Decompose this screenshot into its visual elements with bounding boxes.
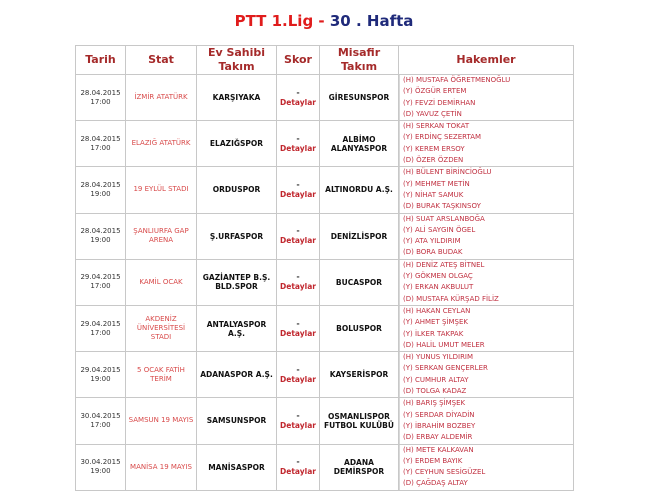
fixtures-table xyxy=(75,45,574,491)
match-date: 28.04.2015 xyxy=(80,180,121,189)
match-score: - xyxy=(296,226,300,236)
referee-assistant-1: (Y) SERDAR DİYADİN xyxy=(399,410,573,421)
match-score: - xyxy=(296,133,300,143)
table-row xyxy=(76,305,574,351)
referees-cell xyxy=(399,444,574,490)
referee-main: (H) BÜLENT BİRİNCİOĞLU xyxy=(399,167,573,178)
referee-assistant-1: (Y) ÖZGÜR ERTEM xyxy=(399,86,573,97)
referee-assistant-2: (Y) İLKER TAKPAK xyxy=(399,329,573,340)
header-away: Misafir Takım xyxy=(320,46,399,75)
referees-cell xyxy=(399,398,574,444)
referee-assistant-1: (Y) ERDEM BAYIK xyxy=(399,456,573,467)
match-score-cell xyxy=(277,352,320,398)
match-datetime xyxy=(76,259,126,305)
match-stadium[interactable]: ŞANLIURFA GAP ARENA xyxy=(126,213,197,259)
match-stadium[interactable]: İZMİR ATATÜRK xyxy=(126,75,197,121)
match-date: 28.04.2015 xyxy=(80,227,121,236)
match-time: 17:00 xyxy=(90,282,111,291)
match-score: - xyxy=(296,364,300,374)
details-link[interactable]: Detaylar xyxy=(280,189,316,199)
match-stadium[interactable]: AKDENİZ ÜNİVERSİTESİ STADI xyxy=(126,305,197,351)
match-score: - xyxy=(296,457,300,467)
page-title xyxy=(0,12,648,30)
match-score-cell xyxy=(277,167,320,213)
match-score-cell xyxy=(277,444,320,490)
table-row xyxy=(76,444,574,490)
referee-assistant-2: (Y) FEVZİ DEMİRHAN xyxy=(399,98,573,109)
referee-main: (H) METE KALKAVAN xyxy=(399,445,573,456)
match-score-cell xyxy=(277,75,320,121)
referees-cell xyxy=(399,352,574,398)
match-stadium[interactable]: KAMİL OCAK xyxy=(126,259,197,305)
match-time: 19:00 xyxy=(90,236,111,245)
match-stadium[interactable]: ELAZIĞ ATATÜRK xyxy=(126,121,197,167)
referee-fourth: (D) BORA BUDAK xyxy=(399,247,573,258)
referee-fourth: (D) YAVUZ ÇETİN xyxy=(399,109,573,120)
table-row xyxy=(76,352,574,398)
match-datetime xyxy=(76,398,126,444)
away-team: ADANA DEMİRSPOR xyxy=(320,444,399,490)
match-stadium[interactable]: 5 OCAK FATİH TERİM xyxy=(126,352,197,398)
header-referees: Hakemler xyxy=(399,46,574,75)
away-team: ALBİMO ALANYASPOR xyxy=(320,121,399,167)
referee-assistant-1: (Y) ERDİNÇ SEZERTAM xyxy=(399,132,573,143)
referee-fourth: (D) MUSTAFA KÜRŞAD FİLİZ xyxy=(399,294,573,305)
match-datetime xyxy=(76,352,126,398)
match-time: 19:00 xyxy=(90,189,111,198)
table-row xyxy=(76,213,574,259)
referee-assistant-1: (Y) GÖKMEN OLGAÇ xyxy=(399,271,573,282)
home-team: MANİSASPOR xyxy=(197,444,277,490)
home-team: ELAZIĞSPOR xyxy=(197,121,277,167)
match-stadium[interactable]: 19 EYLÜL STADI xyxy=(126,167,197,213)
referees-cell xyxy=(399,213,574,259)
league-title: PTT 1.Lig - xyxy=(234,12,325,30)
away-team: DENİZLİSPOR xyxy=(320,213,399,259)
referee-assistant-2: (Y) İBRAHİM BOZBEY xyxy=(399,421,573,432)
match-time: 17:00 xyxy=(90,97,111,106)
match-score: - xyxy=(296,410,300,420)
match-time: 17:00 xyxy=(90,143,111,152)
referee-fourth: (D) HALİL UMUT MELER xyxy=(399,340,573,351)
match-score-cell xyxy=(277,213,320,259)
referee-fourth: (D) ÖZER ÖZDEN xyxy=(399,155,573,166)
referees-cell xyxy=(399,75,574,121)
match-date: 29.04.2015 xyxy=(80,365,121,374)
referee-assistant-2: (Y) KEREM ERSOY xyxy=(399,144,573,155)
home-team: ORDUSPOR xyxy=(197,167,277,213)
referee-assistant-2: (Y) ATA YILDIRIM xyxy=(399,236,573,247)
referee-main: (H) HAKAN CEYLAN xyxy=(399,306,573,317)
details-link[interactable]: Detaylar xyxy=(280,374,316,384)
referee-assistant-2: (Y) CEYHUN SESİGÜZEL xyxy=(399,467,573,478)
referee-assistant-1: (Y) AHMET ŞİMŞEK xyxy=(399,317,573,328)
header-stadium: Stat xyxy=(126,46,197,75)
away-team: OSMANLISPOR FUTBOL KULÜBÜ xyxy=(320,398,399,444)
home-team: ADANASPOR A.Ş. xyxy=(197,352,277,398)
match-datetime xyxy=(76,444,126,490)
match-date: 28.04.2015 xyxy=(80,134,121,143)
match-score: - xyxy=(296,318,300,328)
details-link[interactable]: Detaylar xyxy=(280,328,316,338)
match-datetime xyxy=(76,305,126,351)
table-row xyxy=(76,398,574,444)
details-link[interactable]: Detaylar xyxy=(280,236,316,246)
header-date: Tarih xyxy=(76,46,126,75)
match-time: 19:00 xyxy=(90,374,111,383)
away-team: BOLUSPOR xyxy=(320,305,399,351)
details-link[interactable]: Detaylar xyxy=(280,420,316,430)
home-team: GAZİANTEP B.Ş. BLD.SPOR xyxy=(197,259,277,305)
table-row xyxy=(76,75,574,121)
match-score: - xyxy=(296,179,300,189)
referee-main: (H) BARIŞ ŞİMŞEK xyxy=(399,398,573,409)
referee-assistant-1: (Y) MEHMET METİN xyxy=(399,179,573,190)
referee-main: (H) SERKAN TOKAT xyxy=(399,121,573,132)
table-header-row xyxy=(76,46,574,75)
match-date: 30.04.2015 xyxy=(80,411,121,420)
match-score: - xyxy=(296,87,300,97)
match-date: 30.04.2015 xyxy=(80,458,121,467)
referees-cell xyxy=(399,259,574,305)
match-time: 17:00 xyxy=(90,420,111,429)
referee-assistant-1: (Y) SERKAN GENÇERLER xyxy=(399,363,573,374)
away-team: KAYSERİSPOR xyxy=(320,352,399,398)
referees-cell xyxy=(399,305,574,351)
match-datetime xyxy=(76,75,126,121)
details-link[interactable]: Detaylar xyxy=(280,282,316,292)
match-score-cell xyxy=(277,121,320,167)
match-date: 28.04.2015 xyxy=(80,88,121,97)
match-datetime xyxy=(76,121,126,167)
table-row xyxy=(76,121,574,167)
details-link[interactable]: Detaylar xyxy=(280,97,316,107)
header-home: Ev Sahibi Takım xyxy=(197,46,277,75)
week-title: 30 . Hafta xyxy=(329,12,414,30)
match-time: 17:00 xyxy=(90,328,111,337)
referees-cell xyxy=(399,167,574,213)
referee-main: (H) SUAT ARSLANBOĞA xyxy=(399,214,573,225)
referee-main: (H) YUNUS YILDIRIM xyxy=(399,352,573,363)
home-team: SAMSUNSPOR xyxy=(197,398,277,444)
referee-main: (H) DENİZ ATEŞ BİTNEL xyxy=(399,260,573,271)
referee-fourth: (D) TOLGA KADAZ xyxy=(399,386,573,397)
table-row xyxy=(76,259,574,305)
home-team: ANTALYASPOR A.Ş. xyxy=(197,305,277,351)
referee-assistant-2: (Y) NİHAT SAMUK xyxy=(399,190,573,201)
referee-fourth: (D) ERBAY ALDEMİR xyxy=(399,432,573,443)
home-team: Ş.URFASPOR xyxy=(197,213,277,259)
away-team: GİRESUNSPOR xyxy=(320,75,399,121)
match-time: 19:00 xyxy=(90,467,111,476)
away-team: ALTINORDU A.Ş. xyxy=(320,167,399,213)
referee-assistant-1: (Y) ALİ SAYGIN ÖGEL xyxy=(399,225,573,236)
match-stadium[interactable]: MANİSA 19 MAYIS xyxy=(126,444,197,490)
match-stadium[interactable]: SAMSUN 19 MAYIS xyxy=(126,398,197,444)
referee-assistant-2: (Y) CUMHUR ALTAY xyxy=(399,375,573,386)
referee-fourth: (D) ÇAĞDAŞ ALTAY xyxy=(399,478,573,489)
match-score: - xyxy=(296,272,300,282)
details-link[interactable]: Detaylar xyxy=(280,467,316,477)
home-team: KARŞIYAKA xyxy=(197,75,277,121)
details-link[interactable]: Detaylar xyxy=(280,143,316,153)
match-datetime xyxy=(76,167,126,213)
referee-assistant-2: (Y) ERKAN AKBULUT xyxy=(399,282,573,293)
table-row xyxy=(76,167,574,213)
referee-fourth: (D) BURAK TAŞKINSOY xyxy=(399,201,573,212)
match-score-cell xyxy=(277,259,320,305)
referees-cell xyxy=(399,121,574,167)
away-team: BUCASPOR xyxy=(320,259,399,305)
match-datetime xyxy=(76,213,126,259)
match-date: 29.04.2015 xyxy=(80,319,121,328)
match-date: 29.04.2015 xyxy=(80,273,121,282)
match-score-cell xyxy=(277,305,320,351)
referee-main: (H) MUSTAFA ÖĞRETMENOĞLU xyxy=(399,75,573,86)
match-score-cell xyxy=(277,398,320,444)
header-score: Skor xyxy=(277,46,320,75)
